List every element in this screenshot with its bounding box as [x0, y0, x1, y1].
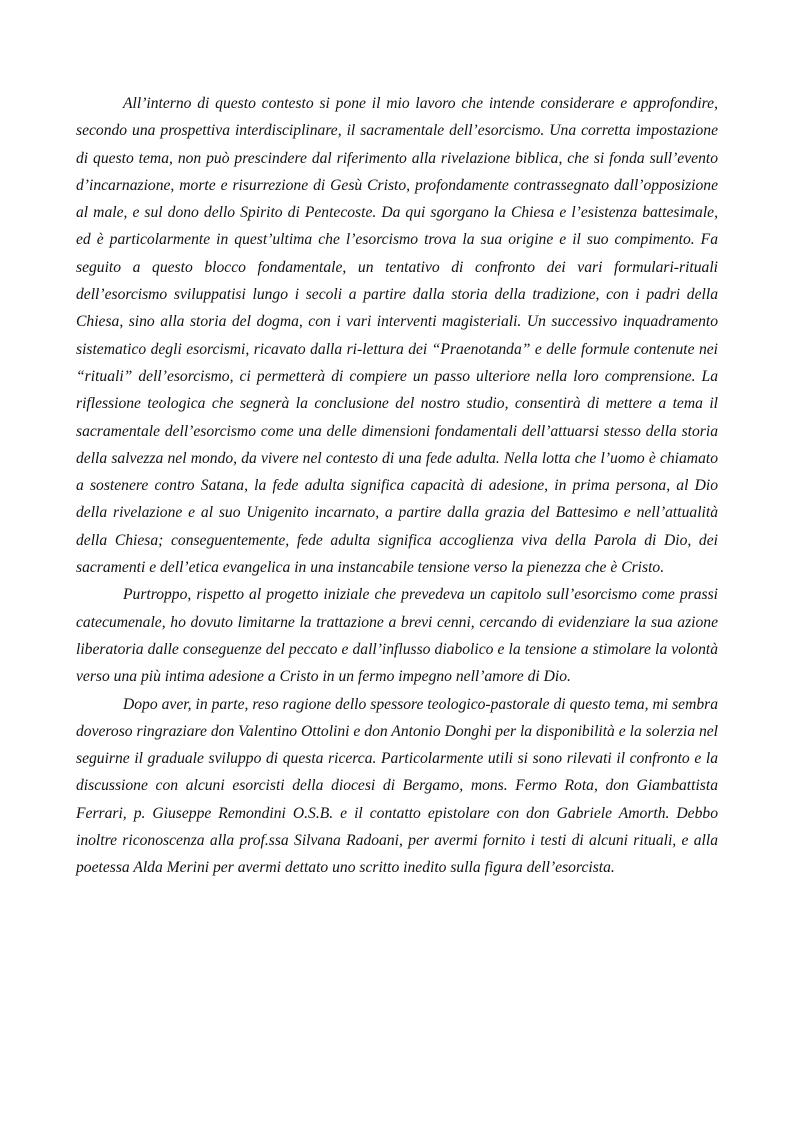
document-page — [76, 90, 718, 882]
paragraph-introduction: All’interno di questo contesto si pone il mio lavoro che intende considerare e approfondire, secondo una prospettiva interdisciplinare, il sacramentale dell’esorcismo. Una corretta impostazione di questo tema, non può prescindere dal riferimento alla rivelazione biblica, che si fonda sull’evento d’incarnazione, morte e risurrezione di Gesù Cristo, profondamente contrassegnato dall’opposizione al male, e sul dono dello Spirito di Pentecoste. Da qui sgorgano la Chiesa e l’esistenza battesimale, ed è particolarmente in quest’ultima che l’esorcismo trova la sua origine e il suo compimento. Fa seguito a questo blocco fondamentale, un tentativo di confronto dei vari formulari-rituali dell’esorcismo sviluppatisi lungo i secoli a partire dalla storia della tradizione, con i padri della Chiesa, sino alla storia del dogma, con i vari interventi magisteriali. Un successivo inquadramento sistematico degli esorcismi, ricavato dalla ri-lettura dei “Praenotanda” e delle formule contenute nei “rituali” dell’esorcismo, ci permetterà di compiere un passo ulteriore nella loro comprensione. La riflessione teologica che segnerà la conclusione del nostro studio, consentirà di mettere a tema il sacramentale dell’esorcismo come una delle dimensioni fondamentali dell’attuarsi stesso della storia della salvezza nel mondo, da vivere nel contesto di una fede adulta. Nella lotta che l’uomo è chiamato a sostenere contro Satana, la fede adulta significa capacità di adesione, in prima persona, al Dio della rivelazione e al suo Unigenito incarnato, a partire dalla grazia del Battesimo e nell’attualità della Chiesa; conseguentemente, fede adulta significa accoglienza viva della Parola di Dio, dei sacramenti e dell’etica evangelica in una instancabile tensione verso la pienezza che è Cristo. — [76, 95, 718, 577]
paragraph-acknowledgements: Dopo aver, in parte, reso ragione dello spessore teologico-pastorale di questo tema, mi sembra doveroso ringraziare don Valentino Ottolini e don Antonio Donghi per la disponibilità e la solerzia nel seguirne il graduale sviluppo di questa ricerca. Particolarmente utili si sono rilevati il confronto e la discussione con alcuni esorcisti della diocesi di Bergamo, mons. Fermo Rota, don Giambattista Ferrari, p. Giuseppe Remondini O.S.B. e il contatto epistolare con don Gabriele Amorth. Debbo inoltre riconoscenza alla prof.ssa Silvana Radoani, per avermi fornito i testi di alcuni rituali, e alla poetessa Alda Merini per avermi dettato uno scritto inedito sulla figura dell’esorcista. — [76, 695, 718, 877]
paragraph-limitations: Purtroppo, rispetto al progetto iniziale che prevedeva un capitolo sull’esorcismo come prassi catecumenale, ho dovuto limitarne la trattazione a brevi cenni, cercando di evidenziare la sua azione liberatoria dalle conseguenze del peccato e dall’influsso diabolico e la tensione a stimolare la volontà verso una più intima adesione a Cristo in un fermo impegno nell’amore di Dio. — [76, 586, 718, 686]
